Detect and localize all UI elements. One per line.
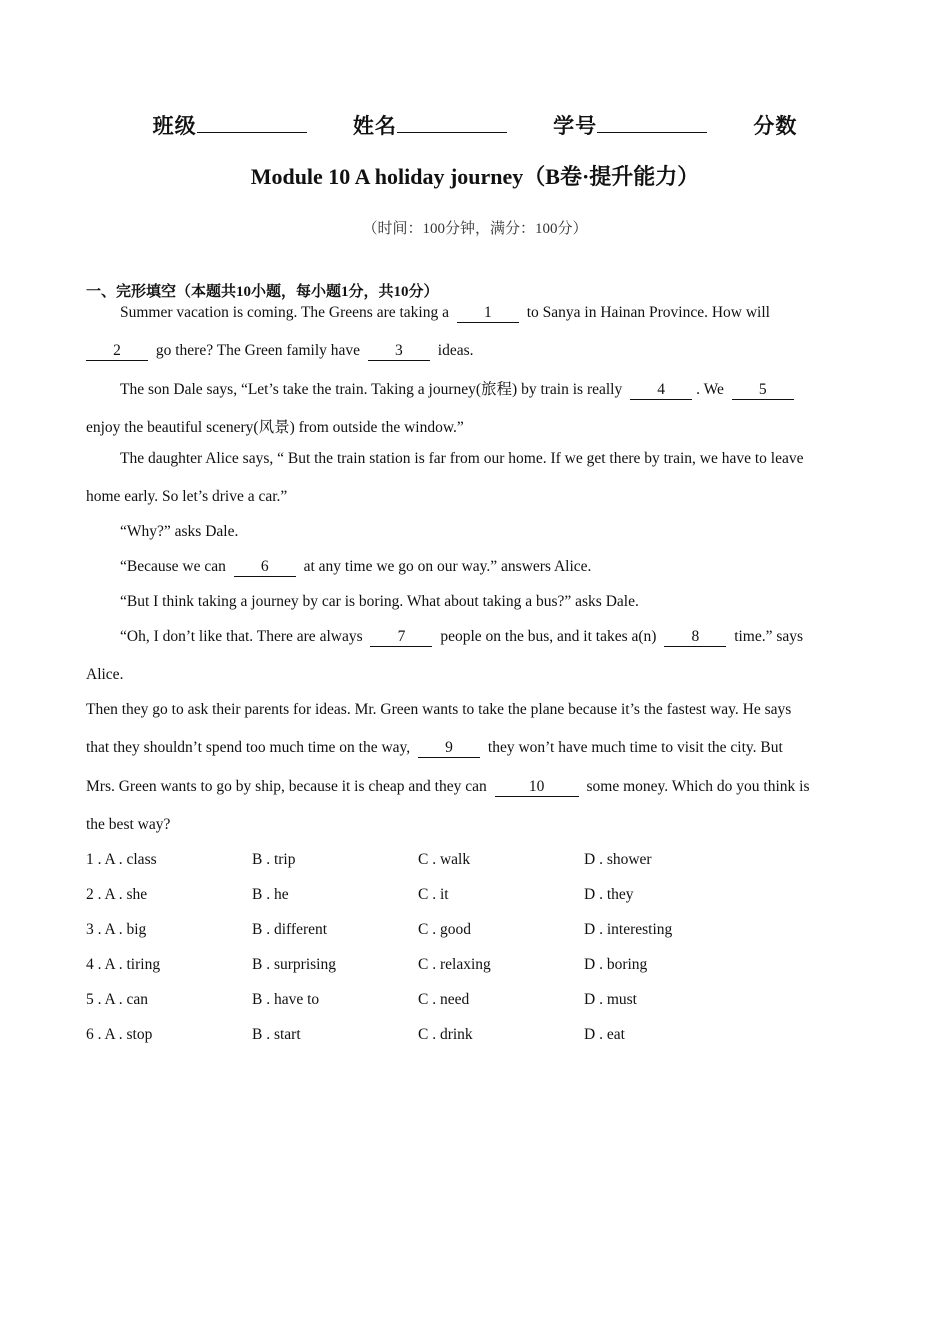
- passage-line: “Oh, I don’t like that. There are always 7 people on the bus, and it takes a(n) 8 time.” says: [120, 628, 804, 645]
- student-info-header: [0, 110, 950, 140]
- section-heading: 一、完形填空（本题共10小题，每小题1分，共10分）: [86, 284, 439, 300]
- option-d[interactable]: D . eat: [584, 1026, 625, 1043]
- blank-8: 8: [664, 628, 726, 647]
- option-b[interactable]: B . have to: [252, 991, 320, 1008]
- question-options: [86, 956, 846, 978]
- class-field: 班级: [153, 110, 307, 140]
- option-c[interactable]: C . good: [418, 921, 471, 938]
- option-d[interactable]: D . they: [584, 886, 634, 903]
- blank-4: 4: [630, 381, 692, 400]
- question-options: [86, 886, 846, 908]
- blank-7: 7: [370, 628, 432, 647]
- score-field: 分数: [753, 114, 798, 138]
- blank-2: 2: [86, 342, 148, 361]
- option-a[interactable]: 2 . A . she: [86, 886, 148, 903]
- option-b[interactable]: B . he: [252, 886, 289, 903]
- name-blank: [397, 114, 507, 133]
- passage-line: Mrs. Green wants to go by ship, because it is cheap and they can 10 some money. Which do you think is: [86, 778, 810, 795]
- question-options: [86, 851, 846, 873]
- passage-line: enjoy the beautiful scenery(风景) from outside the window.”: [86, 419, 464, 436]
- passage-line: The daughter Alice says, “ But the train station is far from our home. If we get there by train, we have to leave: [120, 450, 804, 467]
- option-d[interactable]: D . must: [584, 991, 637, 1008]
- blank-10: 10: [495, 778, 579, 797]
- passage-line: Alice.: [86, 666, 124, 683]
- blank-1: 1: [457, 304, 519, 323]
- option-c[interactable]: C . need: [418, 991, 470, 1008]
- student-id-field: 学号: [553, 110, 707, 140]
- option-b[interactable]: B . trip: [252, 851, 296, 868]
- student-id-blank: [597, 114, 707, 133]
- question-options: [86, 1026, 846, 1048]
- question-options: [86, 921, 846, 943]
- option-c[interactable]: C . relaxing: [418, 956, 491, 973]
- blank-6: 6: [234, 558, 296, 577]
- name-field: 姓名: [353, 110, 507, 140]
- passage-line: The son Dale says, “Let’s take the train. Taking a journey(旅程) by train is really 4 . We 5: [120, 377, 798, 400]
- option-c[interactable]: C . drink: [418, 1026, 473, 1043]
- passage-line: home early. So let’s drive a car.”: [86, 488, 288, 505]
- passage-line: “Because we can 6 at any time we go on our way.” answers Alice.: [120, 558, 592, 575]
- passage-line: “Why?” asks Dale.: [120, 523, 239, 540]
- blank-3: 3: [368, 342, 430, 361]
- option-a[interactable]: 1 . A . class: [86, 851, 157, 868]
- passage-line: 2 go there? The Green family have 3 ideas.: [86, 342, 474, 361]
- option-b[interactable]: B . start: [252, 1026, 301, 1043]
- passage-line: that they shouldn’t spend too much time on the way, 9 they won’t have much time to visit the city. But: [86, 739, 783, 756]
- option-a[interactable]: 5 . A . can: [86, 991, 149, 1008]
- option-c[interactable]: C . it: [418, 886, 449, 903]
- question-options: [86, 991, 846, 1013]
- option-d[interactable]: D . interesting: [584, 921, 673, 938]
- exam-info: （时间：100分钟，满分：100分）: [362, 221, 588, 237]
- passage-line: “But I think taking a journey by car is boring. What about taking a bus?” asks Dale.: [120, 593, 639, 610]
- option-a[interactable]: 4 . A . tiring: [86, 956, 161, 973]
- blank-5: 5: [732, 381, 794, 400]
- option-b[interactable]: B . different: [252, 921, 328, 938]
- passage-line: the best way?: [86, 816, 171, 833]
- blank-9: 9: [418, 739, 480, 758]
- option-c[interactable]: C . walk: [418, 851, 471, 868]
- page-title: Module 10 A holiday journey（B卷·提升能力）: [250, 164, 700, 189]
- option-a[interactable]: 3 . A . big: [86, 921, 147, 938]
- option-b[interactable]: B . surprising: [252, 956, 336, 973]
- option-d[interactable]: D . boring: [584, 956, 648, 973]
- option-a[interactable]: 6 . A . stop: [86, 1026, 153, 1043]
- class-blank: [197, 114, 307, 133]
- option-d[interactable]: D . shower: [584, 851, 652, 868]
- passage-line: Summer vacation is coming. The Greens are taking a 1 to Sanya in Hainan Province. How will: [120, 304, 770, 321]
- passage-line: Then they go to ask their parents for ideas. Mr. Green wants to take the plane because it’s the fastest way. He says: [86, 701, 792, 718]
